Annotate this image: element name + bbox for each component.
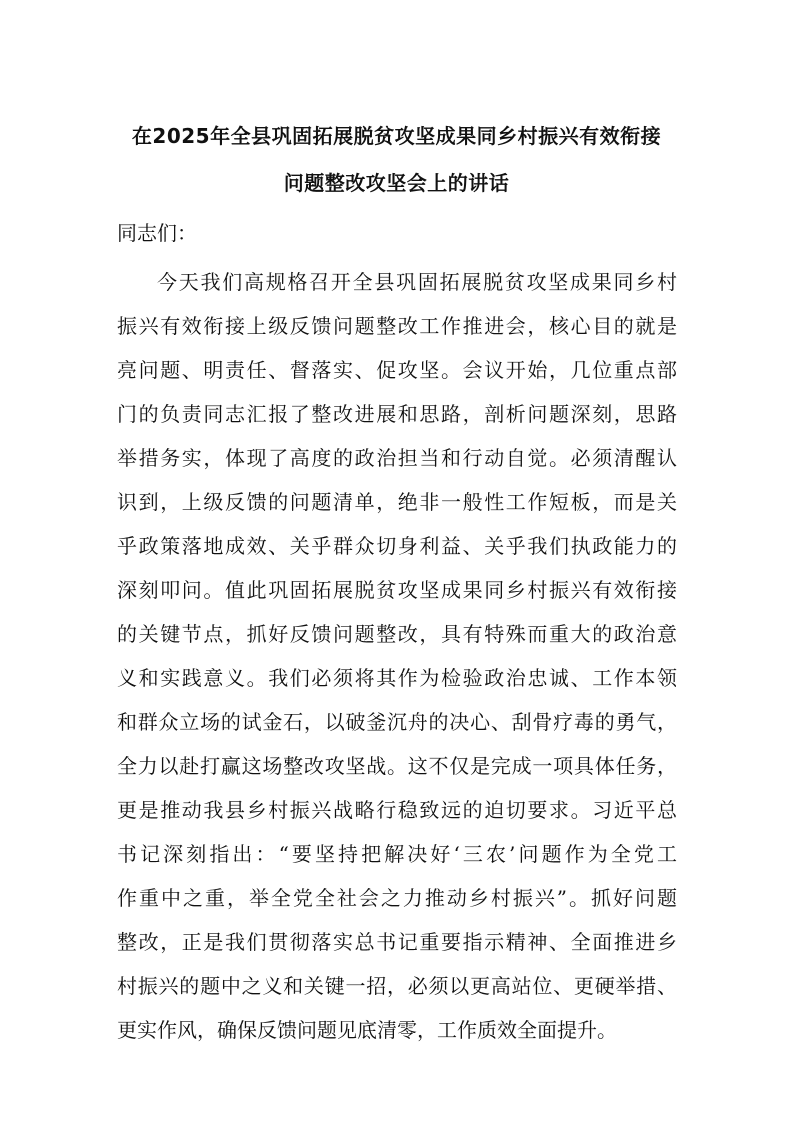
paragraph-line: 举措务实，体现了高度的政治担当和行动自觉。必须清醒认 — [117, 446, 677, 470]
paragraph-line: 更实作风，确保反馈问题见底清零，工作质效全面提升。 — [117, 1018, 617, 1042]
paragraph-line: 作重中之重，举全党全社会之力推动乡村振兴”。抓好问题 — [117, 886, 677, 910]
paragraph-line: 村振兴的题中之义和关键一招，必须以更高站位、更硬举措、 — [117, 974, 677, 998]
paragraph-line: 识到，上级反馈的问题清单，绝非一般性工作短板，而是关 — [117, 490, 677, 514]
paragraph-line: 亮问题、明责任、督落实、促攻坚。会议开始，几位重点部 — [117, 358, 677, 382]
paragraph-line: 更是推动我县乡村振兴战略行稳致远的迫切要求。习近平总 — [117, 798, 677, 822]
paragraph-line: 的关键节点，抓好反馈问题整改，具有特殊而重大的政治意 — [117, 622, 677, 646]
paragraph-line: 全力以赴打赢这场整改攻坚战。这不仅是完成一项具体任务， — [117, 754, 677, 778]
title-line-2: 问题整改攻坚会上的讲话 — [283, 171, 510, 195]
paragraph-line: 今天我们高规格召开全县巩固拓展脱贫攻坚成果同乡村 — [157, 270, 677, 294]
paragraph-line: 深刻叩问。值此巩固拓展脱贫攻坚成果同乡村振兴有效衔接 — [117, 578, 677, 602]
paragraph-line: 整改，正是我们贯彻落实总书记重要指示精神、全面推进乡 — [117, 930, 677, 954]
title-line-1: 在2025年全县巩固拓展脱贫攻坚成果同乡村振兴有效衔接 — [131, 124, 662, 148]
paragraph-line: 和群众立场的试金石，以破釜沉舟的决心、刮骨疗毒的勇气， — [117, 710, 677, 734]
paragraph-line: 门的负责同志汇报了整改进展和思路，剖析问题深刻，思路 — [117, 402, 677, 426]
paragraph-line: 书记深刻指出：“要坚持把解决好‘三农’问题作为全党工 — [117, 842, 677, 866]
paragraph-line: 振兴有效衔接上级反馈问题整改工作推进会，核心目的就是 — [117, 314, 677, 338]
paragraph-line: 义和实践意义。我们必须将其作为检验政治忠诚、工作本领 — [117, 666, 677, 690]
paragraph-line: 乎政策落地成效、关乎群众切身利益、关乎我们执政能力的 — [117, 534, 677, 558]
salutation: 同志们： — [117, 221, 197, 245]
